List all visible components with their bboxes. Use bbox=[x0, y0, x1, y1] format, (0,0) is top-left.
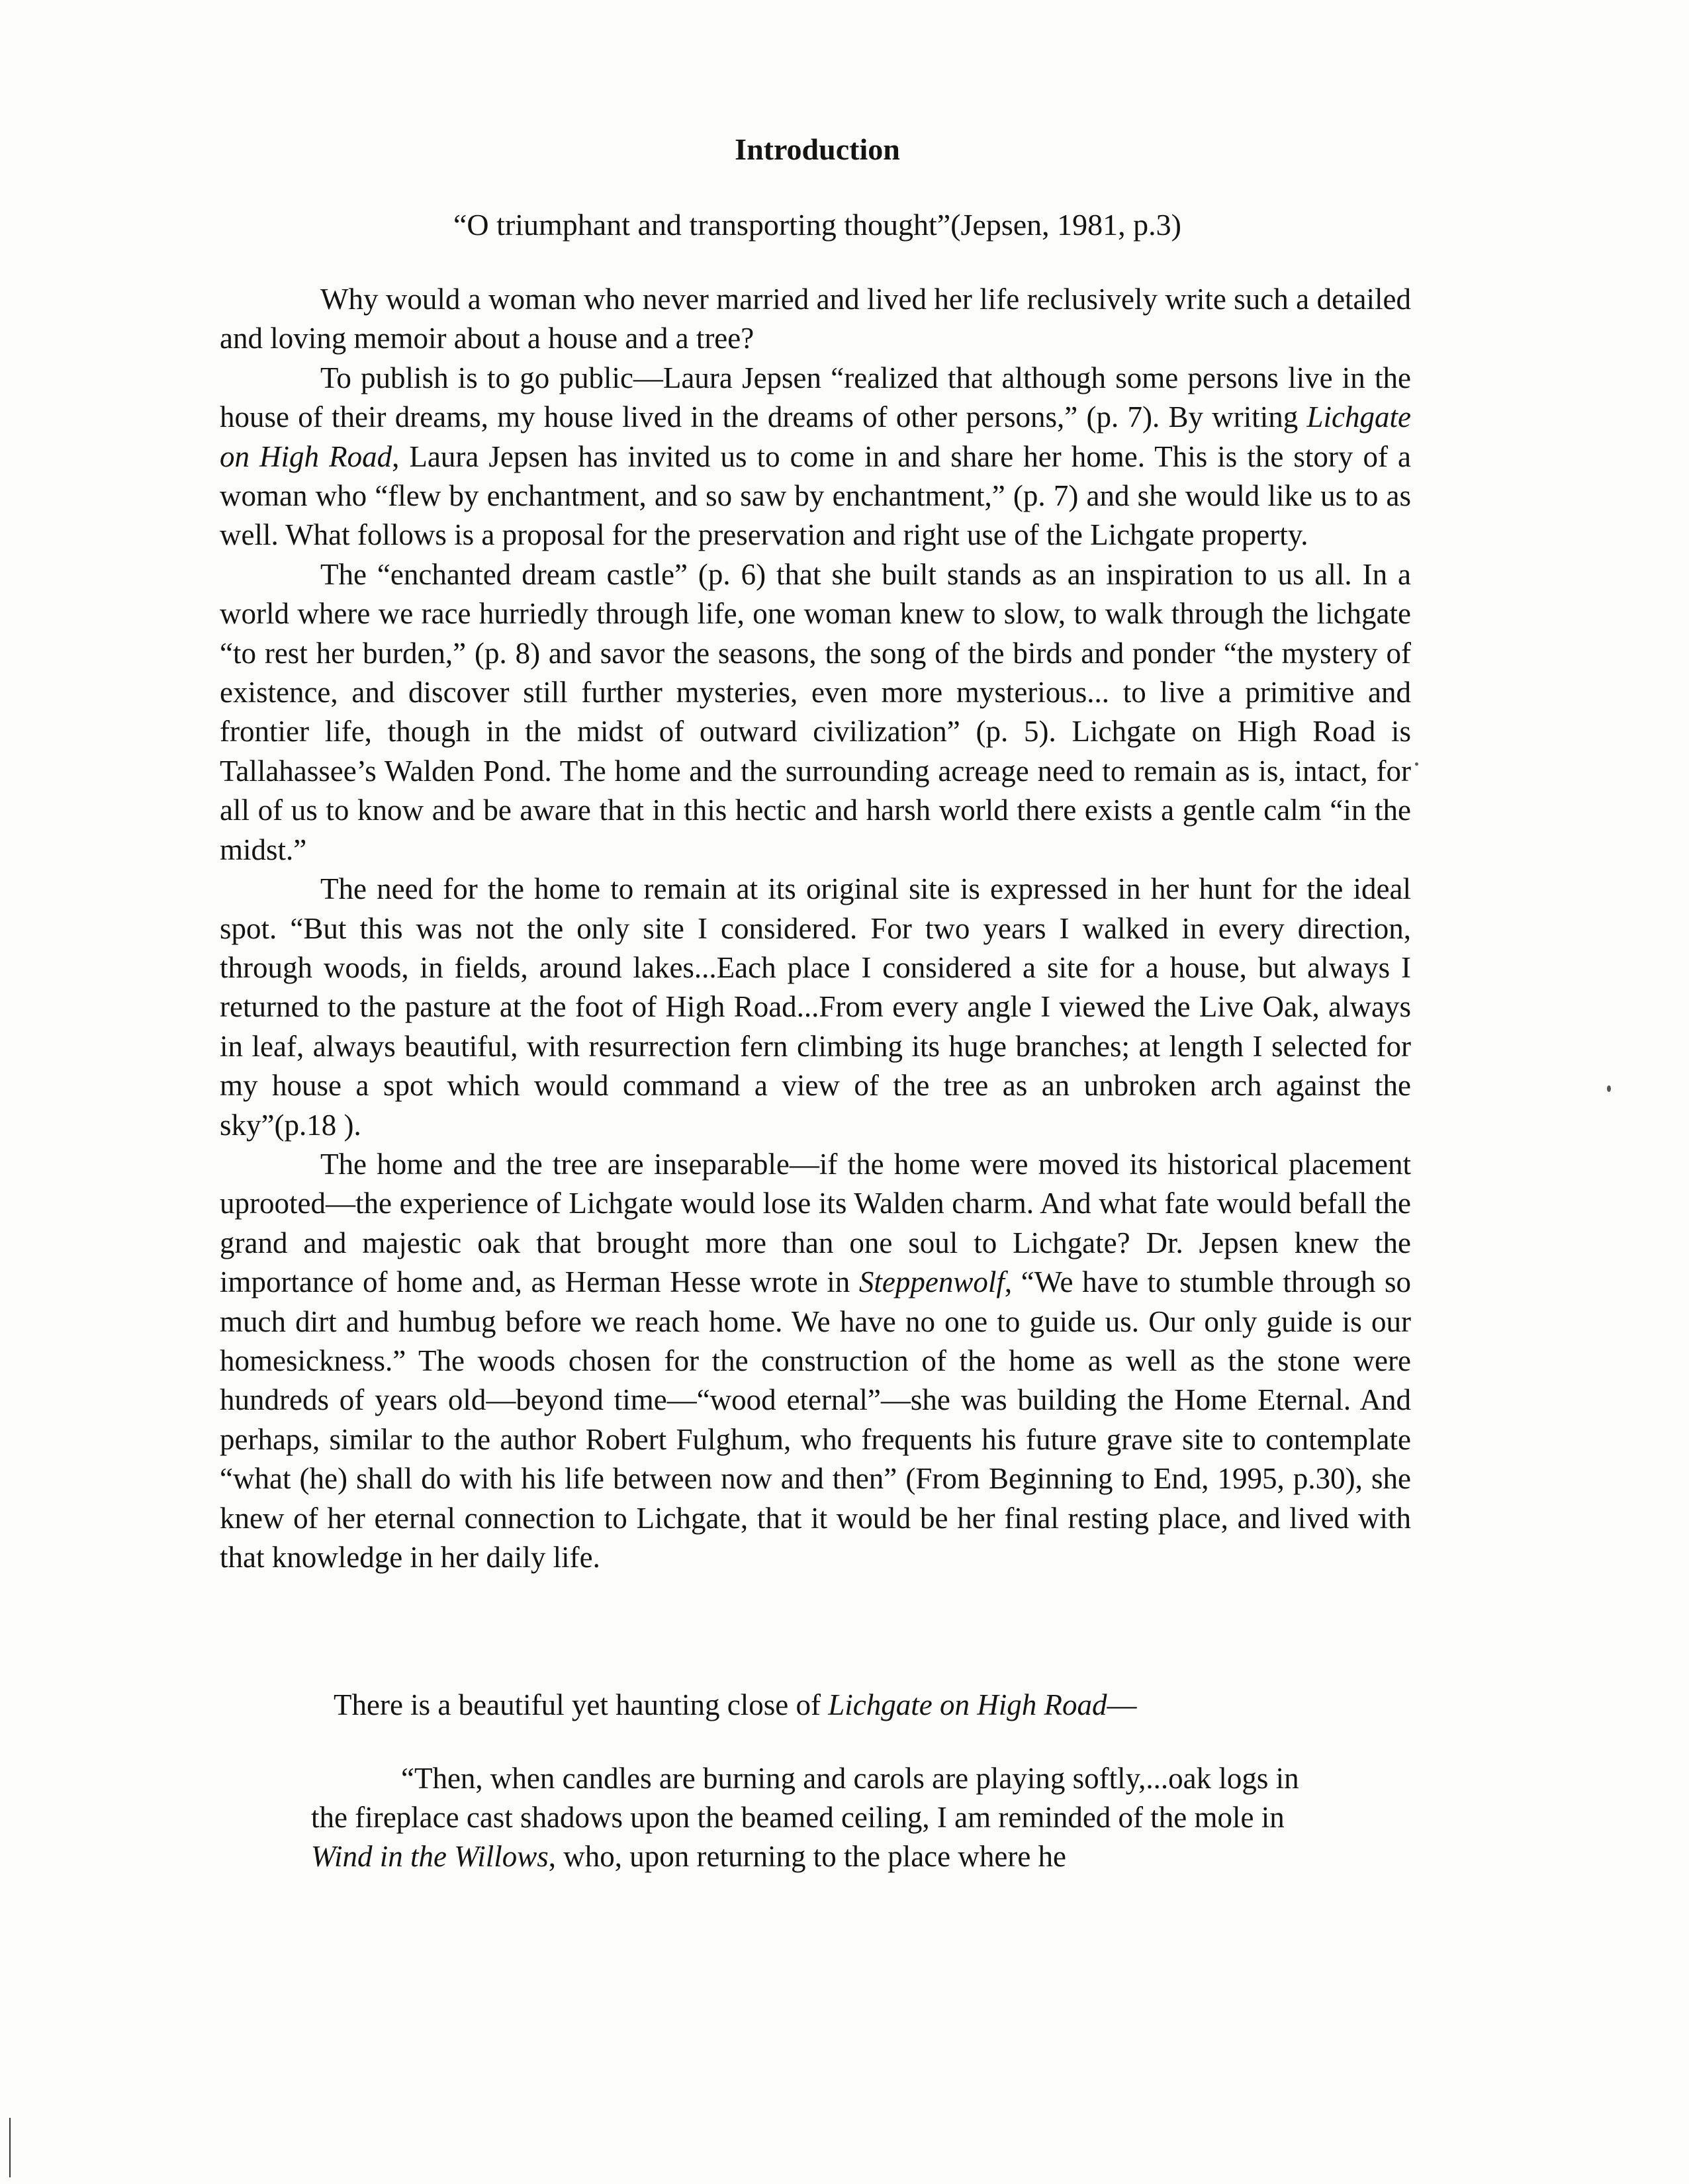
text-run: The “enchanted dream castle” (p. 6) that she built stands as an inspiration to us all. In a world where we race hurriedly through life, one woman knew to slow, to walk through the lichgate “to rest her burden,” (p. 8) and savor the seasons, the song of the birds and ponder “the mystery of existence, and discover still further mysteries, even more mysterious... to live a primitive and frontier life, though in the midst of outward civilization” (p. 5). Lichgate on High Road is Tallahassee’s Walden Pond. The home and the surrounding acreage need to remain as is, intact, for all of us to know and be aware that in this hectic and harsh world there exists a gentle calm “in the midst.” bbox=[220, 557, 1411, 866]
text-run: — bbox=[1107, 1688, 1137, 1721]
scan-margin-mark bbox=[9, 2118, 11, 2177]
text-run: , Laura Jepsen has invited us to come in and share her home. This is the story of a woman who “flew by enchantment, and so saw by enchantment,” (p. 7) and she would like us to as well. What follows is a proposal for the preservation and right use of the Lichgate property. bbox=[220, 439, 1411, 552]
scan-speck bbox=[1607, 1085, 1611, 1092]
block-quote bbox=[311, 1759, 1317, 1876]
text-run: Why would a woman who never married and lived her life reclusively write such a detailed and loving memoir about a house and a tree? bbox=[220, 283, 1411, 355]
text-run: There is a beautiful yet haunting close of bbox=[334, 1688, 829, 1721]
text-run: “Then, when candles are burning and carols are playing softly,...oak logs in the fireplace cast shadows upon the beamed ceiling, I am reminded of the mole in bbox=[311, 1762, 1299, 1834]
body-text bbox=[220, 280, 1411, 1577]
text-run: , “We have to stumble through so much dirt and humbug before we reach home. We have no one to guide us. Our only guide is our homesickness.” The woods chosen for the construction of the home as well as the stone were hundreds of years old—beyond time—“wood eternal”—she was building the Home Eternal. And perhaps, similar to the author Robert Fulghum, who frequents his future grave site to contemplate “what (he) shall do with his life between now and then” (From Beginning to End, 1995, p.30), she knew of her eternal connection to Lichgate, that it would be her final resting place, and lived with that knowledge in her daily life. bbox=[220, 1265, 1411, 1574]
text-run: , who, upon returning to the place where he bbox=[548, 1840, 1067, 1873]
italic-title: Lichgate on High Road bbox=[220, 400, 1411, 473]
body-paragraph bbox=[220, 1145, 1411, 1577]
body-paragraph bbox=[220, 359, 1411, 555]
body-paragraph bbox=[220, 280, 1411, 359]
epigraph: “O triumphant and transporting thought”(Jepsen, 1981, p.3) bbox=[453, 208, 1181, 242]
body-paragraph bbox=[220, 555, 1411, 870]
text-run: The need for the home to remain at its original site is expressed in her hunt for the ideal spot. “But this was not the only site I considered. For two years I walked in every direction, through woods, in fields, around lakes...Each place I considered a site for a house, but always I returned to the pasture at the foot of High Road...From every angle I viewed the Live Oak, always in leaf, always beautiful, with resurrection fern climbing its huge branches; at length I selected for my house a spot which would command a view of the tree as an unbroken arch against the sky”(p.18 ). bbox=[220, 872, 1411, 1142]
italic-title: Lichgate on High Road bbox=[828, 1688, 1107, 1721]
close-intro-line bbox=[334, 1685, 1459, 1725]
page-title: Introduction bbox=[735, 132, 900, 166]
scan-speck bbox=[1415, 762, 1418, 766]
body-paragraph bbox=[220, 870, 1411, 1145]
italic-title: Steppenwolf bbox=[858, 1265, 1005, 1299]
quote-paragraph bbox=[311, 1759, 1317, 1876]
text-run: The home and the tree are inseparable—if the home were moved its historical placement uprooted—the experience of Lichgate would lose its Walden charm. And what fate would befall the grand and majestic oak that brought more than one soul to Lichgate? Dr. Jepsen knew the importance of home and, as Herman Hesse wrote in bbox=[220, 1147, 1411, 1299]
text-run: To publish is to go public—Laura Jepsen “realized that although some persons live in the house of their dreams, my house lived in the dreams of other persons,” (p. 7). By writing bbox=[220, 361, 1411, 434]
italic-title: Wind in the Willows bbox=[311, 1840, 549, 1873]
